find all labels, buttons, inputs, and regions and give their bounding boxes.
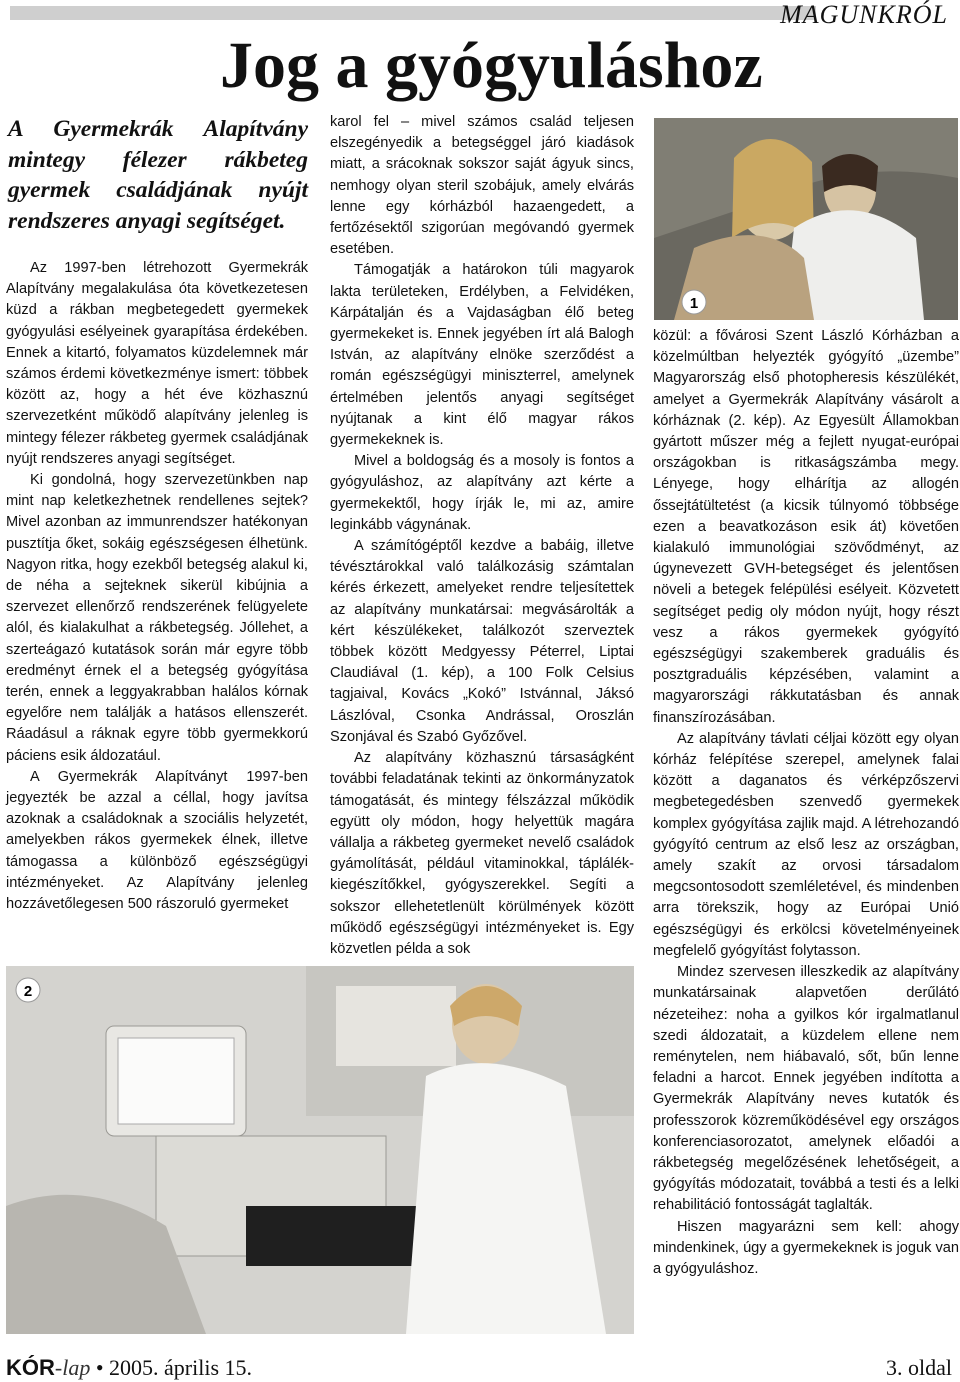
article-lead: A Gyermekrák Alapítvány mintegy félezer rákbeteg gyermek családjának nyújt rendszeres anyagi segítséget. — [8, 116, 308, 234]
paragraph: közül: a fővárosi Szent László Kórházban a közelmúltban helyezték gyógyító „üzembe” Magyarország első photopheresis készülékét, amelyet a Gyermekrák Alapítvány vásárolt a kórháznak (2. kép). Az Egyesült Államokban gyártott műszer még a fejlett nyugat-európai országokban is ritkaságszámba megy. Lényege, hogy elhárítja az allogén őssejtátültetést (a kicsik túlnyomó többsége ezen a beavatkozáson esik át) követően kialakuló immunológiai szövődményt, az úgynevezett GVH-betegséget és jelentősen növeli a betegek felépülési esélyeit. Közvetett segítséget pedig oly módon nyújt, hogy részt vesz a rákos gyermekek gyógyító egészségügyi szakemberek graduális és posztgraduális képzésében, valamint a magyarországi rákkutatásban és annak finanszírozásában. — [653, 328, 959, 726]
paragraph: Az alapítvány távlati céljai között egy olyan kórház felépítése szerepel, amelynek falai között a daganatos és vérképzőszervi megbetegedésben szenvedő gyermekek komplex gyógyítása zajlik majd. A létrehozandó gyógyító centrum az első lesz az országban, amely szakít az orvosi társadalom megcsontosodott szemléletével, és mindenben arra törekszik, hogy az Európai Unió egészségügyi és erkölcsi követelményeinek megfelelő gyógyítást folytasson. — [653, 730, 959, 959]
paragraph: Ki gondolná, hogy szervezetünkben nap mint nap keletkezhetnek rendellenes sejtek? Mivel azonban az immunrendszer hatékonyan pusztítja őket, sokáig egészségesen élhetünk. Nagyon ritka, hogy ezekből betegség alakul ki, de néha a sejteknek sikerül kibújnia a szervezet ellenőrző rendszerének felügyelete alól, és kialakulhat a rákbetegség. Jóllehet, a szerteágazó kutatások során már egyre több eredményt érnek el a betegség gyógyítása terén, ennek a leggyakrabban halálos kórnak egyelőre nem találják a hatásos ellenszerét. Ráadásul a ráknak egyre több gyermekkorú páciens esik áldozatául. — [6, 472, 308, 764]
column-2 — [330, 112, 634, 960]
section-label: MAGUNKRÓL — [780, 0, 948, 29]
photo-2-number: 2 — [23, 983, 33, 1000]
footer-publication — [6, 1355, 252, 1381]
page-number: 3. oldal — [886, 1355, 952, 1380]
photo-1-illustration — [654, 118, 958, 320]
column-1 — [6, 258, 308, 915]
column-3 — [653, 326, 959, 1280]
photo-2-illustration — [6, 966, 634, 1334]
paragraph: Mindez szervesen illeszkedik az alapítvány munkatársainak alapvetően derűlátó nézeteihez: noha a gyilkos kór irgalmatlanul szedi áldozatait, a küzdelem ellene nem reménytelen, nem hiábavaló, sőt, bűn lenne feladni a harcot. Ennek jegyében indította a Gyermekrák Alapítvány neves kutatók és professzorok közreműködésével egy országos konferenciasorozatot, amelynek előadói a rákbetegség megelőzésének lehetőségeit, a gyógyítás módozatait, továbbá a testi és a lelki rehabilitáció fontosságát taglalták. — [653, 964, 959, 1214]
photo-photopheresis-device — [6, 966, 634, 1334]
paragraph: karol fel – mivel számos család teljesen elszegényedik a betegséggel járó kiadások miatt, a srácoknak sokszor saját ágyuk sincs, nemhogy olyan steril szobájuk, amely elvárás lenne egy kórházból hazaengedett, a fertőzésektől szigorúan megóvandó gyermek esetében. — [330, 114, 634, 258]
publication-brand-suffix: -lap — [54, 1355, 91, 1380]
photo-1-number: 1 — [689, 295, 699, 312]
paragraph: A számítógéptől kezdve a babáig, illetve tévésztárokkal való találkozásig számtalan kérés érkezett, amelyeket rendre teljesítettek az alapítvány munkatársai: megvásárolták a kért készülékeket, találkozót szerveztek többek között Medgyessy Péterrel, Liptai Claudiával (1. kép), a 100 Folk Celsius tagjaival, Kovács „Kokó” Istvánnal, Jáksó Lászlóval, Csonka Andrással, Oroszlán Szonjával és Szabó Győzővel. — [330, 538, 634, 745]
paragraph: Támogatják a határokon túli magyarok lakta területeken, Erdélyben, a Felvidéken, Kárpátalján és a Vajdaságban élő beteg gyermekeket is. Ennek jegyében írt alá Balogh István, az alapítvány elnöke szerződést a román egészségügyi miniszterrel, amelynek értelmében jelentős anyagi segítséget nyújtanak a kint élő magyar rákos gyermekeknek is. — [330, 262, 634, 449]
article-title: Jog a gyógyuláshoz — [220, 29, 763, 102]
publication-brand: KÓR — [6, 1355, 55, 1380]
header-bar — [10, 6, 816, 20]
paragraph: Mivel a boldogság és a mosoly is fontos a gyógyuláshoz, az alapítvány azt kérte a gyermekektől, hogy írják le, mi az, amire leginkább vágynának. — [330, 453, 634, 533]
paragraph: Az alapítvány közhasznú társaságként további feladatának tekinti az önkormányzatok támogatását, és mintegy félszázzal működik együtt oly módon, hogy helyettük magára vállalja a rákbeteg gyermeket nevelő családok gyámolítását, például vitaminokkal, táplálék-kiegészítőkkel, gyógyszerekkel. Segíti a sokszor ellehetetlenült körülmények között működő egészségügyi intézményeket is. Egy közvetlen példa a sok — [330, 750, 634, 957]
publication-date: • 2005. április 15. — [90, 1355, 253, 1380]
paragraph: Az 1997-ben létrehozott Gyermekrák Alapítvány megalakulása óta következetesen küzd a rákban megbetegedett gyermekek gyógyulási esélyeinek gyarapítása érdekében. Ennek a kitartó, folyamatos küzdelemnek már számos érdemi következménye ismert: többek között az, hogy a hét éve közhasznú szervezetként működő alapítvány jelenleg is mintegy félezer rákbeteg gyermek családjának nyújt rendszeres anyagi segítséget. — [6, 260, 308, 467]
paragraph: Hiszen magyarázni sem kell: ahogy mindenkinek, úgy a gyermekeknek is joguk van a gyógyuláshoz. — [653, 1218, 959, 1277]
paragraph: A Gyermekrák Alapítványt 1997-ben jegyezték be azzal a céllal, hogy javítsa azoknak a családoknak a szociális helyzetét, amelyekben rákos gyermekek élnek, illetve támogassa a különböző egészségügyi intézményeket. Az Alapítvány jelenleg hozzávetőlegesen 500 rászoruló gyermeket — [6, 768, 308, 913]
photo-liptai-claudia — [654, 118, 958, 320]
